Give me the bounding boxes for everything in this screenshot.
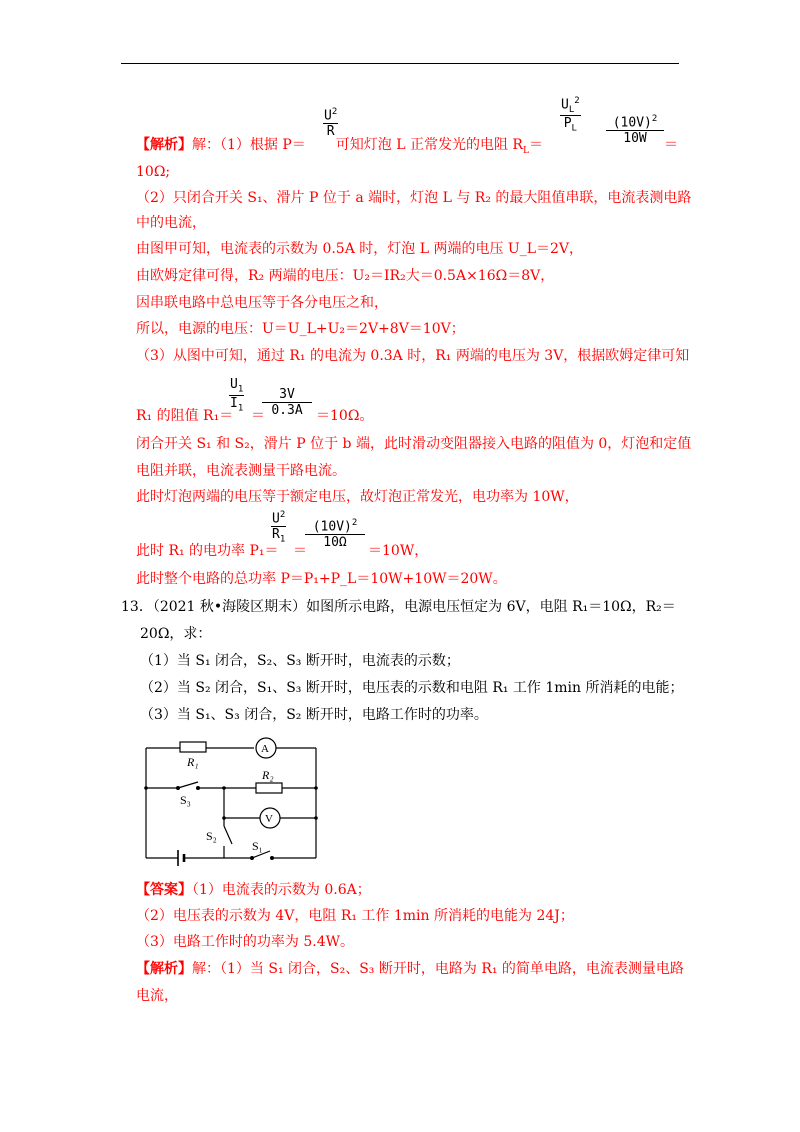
analysis2-line1: 【解析】解：（1）当 S₁ 闭合，S₂、S₃ 断开时，电路为 R₁ 的简单电路，电流表测量电路 xyxy=(136,961,684,977)
analysis1-line4: 中的电流， xyxy=(136,215,206,231)
label-s3: S₃ xyxy=(180,793,191,807)
answer-tag: 【答案】 xyxy=(136,882,192,898)
label-r1: R₁ xyxy=(187,755,199,769)
analysis1-line14: 此时 R₁ 的电功率 P₁＝ xyxy=(136,543,279,559)
analysis1-line10-eq: ＝ xyxy=(251,408,265,424)
label-ammeter: A xyxy=(261,743,269,755)
label-s1: S₁ xyxy=(252,839,263,853)
analysis2-line2: 电流， xyxy=(136,988,178,1004)
analysis1-line15: 此时整个电路的总功率 P＝P₁+P_L＝10W+10W＝20W。 xyxy=(136,571,507,587)
question13-sub1: （1）当 S₁ 闭合，S₂、S₃ 断开时，电流表的示数； xyxy=(140,653,460,669)
analysis1-line6: 由欧姆定律可得，R₂ 两端的电压：U₂＝IR₂大＝0.5A×16Ω＝8V， xyxy=(136,268,555,284)
question13-sub2: （2）当 S₂ 闭合，S₁、S₃ 断开时，电压表的示数和电阻 R₁ 工作 1min 所消耗的电能； xyxy=(140,680,684,696)
analysis1-line2: 10Ω; xyxy=(136,164,171,180)
fraction-3v-over-03a: 3V 0.3A xyxy=(262,387,312,418)
analysis1-line14-eq: ＝ xyxy=(293,543,307,559)
header-rule xyxy=(121,63,679,64)
fraction-u2-over-r1: $U^2$ $R_1$ xyxy=(272,510,286,545)
fraction-10v2-over-10w: $(10V)^2$ 10W xyxy=(606,114,664,146)
answer-line2: （2）电压表的示数为 4V，电阻 R₁ 工作 1min 所消耗的电能为 24J； xyxy=(136,908,574,924)
analysis1-line1: 【解析】解：（1）根据 P＝ 可知灯泡 L 正常发光的电阻 $R_L=$ xyxy=(136,137,543,156)
analysis1-line9: （3）从图中可知，通过 R₁ 的电流为 0.3A 时，R₁ 两端的电压为 3V，根据欧姆定律可知 xyxy=(136,348,690,364)
switch-s2 xyxy=(224,826,232,844)
label-r2: R₂ xyxy=(262,768,274,782)
answer-line3: （3）电路工作时的功率为 5.4W。 xyxy=(136,934,355,950)
fraction-u1-over-i1: $U_1$ $I_1$ xyxy=(230,377,244,414)
analysis1-line5: 由图甲可知，电流表的示数为 0.5A 时，灯泡 L 两端的电压 U_L＝2V， xyxy=(136,241,584,257)
question13-sub3: （3）当 S₁、S₃ 闭合，S₂ 断开时，电路工作时的功率。 xyxy=(140,707,488,723)
analysis1-line10: R₁ 的阻值 R₁＝ xyxy=(136,408,234,424)
analysis1-line3: （2）只闭合开关 S₁、滑片 P 位于 a 端时，灯泡 L 与 R₂ 的最大阻值串联，电流表测电路 xyxy=(136,190,692,206)
analysis1-line11: 闭合开关 S₁ 和 S₂，滑片 P 位于 b 端，此时滑动变阻器接入电路的阻值为 0，灯泡和定值 xyxy=(136,436,692,452)
label-voltmeter: V xyxy=(265,813,273,825)
analysis1-line12: 电阻并联，电流表测量干路电流。 xyxy=(136,463,346,479)
analysis1-line8: 所以，电源的电压：U＝U_L+U₂＝2V+8V＝10V； xyxy=(136,321,465,337)
analysis1-line1-end: ＝ xyxy=(664,137,678,153)
fraction-u2-over-r: $U^2$ R xyxy=(324,107,338,140)
fraction-10v2-over-10ohm: $(10V)^2$ 10Ω xyxy=(305,518,365,550)
resistor-r2 xyxy=(256,783,282,793)
answer-line1: 【答案】（1）电流表的示数为 0.6A； xyxy=(136,882,371,898)
analysis1-line7: 因串联电路中总电压等于各分电压之和， xyxy=(136,295,388,311)
switch-s3 xyxy=(178,782,198,788)
analysis2-tag: 【解析】 xyxy=(136,961,192,977)
label-s2: S₂ xyxy=(206,829,217,843)
analysis1-line13: 此时灯泡两端的电压等于额定电压，故灯泡正常发光，电功率为 10W， xyxy=(136,489,579,505)
analysis1-line10-result: ＝10Ω。 xyxy=(316,408,374,424)
question13-line2: 20Ω，求： xyxy=(140,626,212,642)
analysis-tag: 【解析】 xyxy=(136,137,192,153)
fraction-ul2-over-pl: $U_L^2$ $P_L$ xyxy=(561,96,580,134)
circuit-diagram xyxy=(140,730,330,870)
resistor-r1 xyxy=(180,742,206,752)
analysis1-line14-result: ＝10W， xyxy=(368,543,429,559)
question13-line1: 13．（2021 秋•海陵区期末）如图所示电路，电源电压恒定为 6V，电阻 R₁＝10Ω，R₂＝ xyxy=(121,599,676,615)
